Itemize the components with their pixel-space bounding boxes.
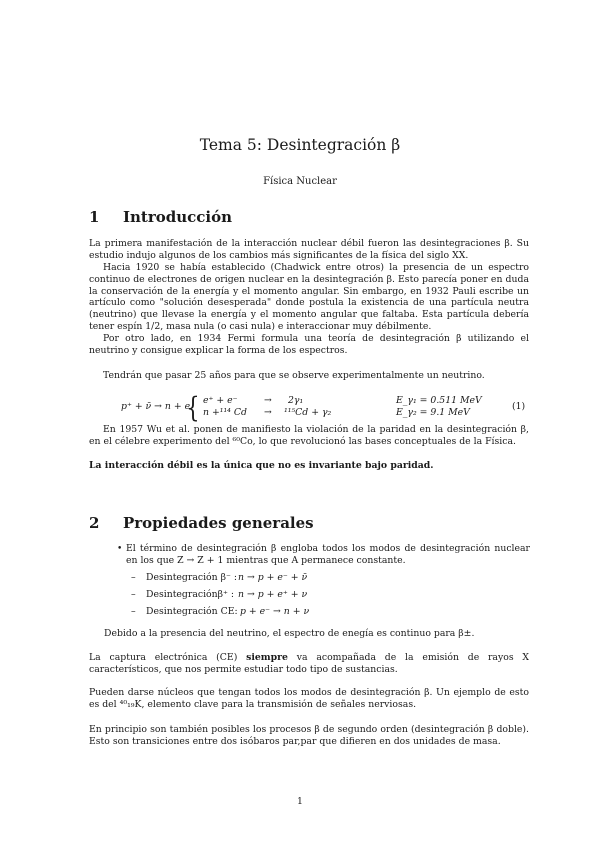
- equation-row1-reactants: e⁺ + e⁻: [203, 395, 238, 406]
- decay-mode-label: Desintegraciónβ⁺ :: [146, 589, 234, 600]
- paragraph-neutrino-spectrum: Debido a la presencia del neutrino, el espectro de enegía es continuo para β±.: [104, 628, 475, 639]
- section-title: Introducción: [123, 208, 233, 226]
- list-dash: –: [131, 606, 136, 617]
- ce-text-start: La captura electrónica (CE): [89, 652, 247, 663]
- paragraph-intro-1: La primera manifestación de la interacción nuclear débil fueron las desintegraciones β. Su estudio indujo algunos de los cambios más significantes de la física del siglo XX.: [89, 238, 529, 261]
- bullet-marker: •: [117, 544, 123, 554]
- paragraph-intro-2: Hacia 1920 se había establecido (Chadwick entre otros) la presencia de un espectro continuo de electrones de origen nuclear en la desintegración β. Esto parecía poner en duda la conservación de la energía y el momento angular. Sin embargo, en 1932 Pauli escribe un artículo como "solución desesperada" donde postula la existencia de una partícula neutra (neutrino) que llevase la energía y el momento angular que faltaba. Esta partícula debería tener espín 1/2, masa nula (o casi nula) e interaccionar muy débilmente.: [89, 262, 529, 332]
- statement-parity: La interacción débil es la única que no es invariante bajo paridad.: [89, 460, 434, 471]
- decay-mode-formula: n → p + e⁻ + ν̄: [238, 572, 308, 583]
- section-number: 1: [89, 208, 100, 226]
- equation-number: (1): [512, 401, 526, 412]
- equation-row1-products: 2γ₁: [288, 395, 304, 406]
- equation-row2-energy: E_γ₂ = 9.1 MeV: [396, 407, 470, 418]
- equation-row2-arrow: →: [264, 407, 272, 418]
- section-heading-introduccion: [89, 208, 232, 226]
- paragraph-electron-capture: [89, 652, 529, 676]
- equation-row1-energy: E_γ₁ = 0.511 MeV: [396, 395, 482, 406]
- section-title: Propiedades generales: [123, 514, 314, 532]
- paragraph-intro-3: Por otro lado, en 1934 Fermi formula una teoría de desintegración β utilizando el neutrino y consigue explicar la forma de los espectros.: [89, 333, 529, 356]
- decay-mode-label: Desintegración β⁻ :: [146, 572, 237, 583]
- paragraph-intro-4: Tendrán que pasar 25 años para que se observe experimentalmente un neutrino.: [103, 370, 485, 381]
- equation-row2-products: ¹¹⁵Cd + γ₂: [284, 407, 332, 418]
- section-heading-propiedades: [89, 514, 314, 532]
- list-dash: –: [131, 589, 136, 600]
- equation-brace: {: [186, 391, 200, 424]
- decay-mode-formula: n → p + e⁺ + ν: [238, 589, 308, 600]
- decay-mode-label: Desintegración CE:: [146, 606, 238, 617]
- page-number: 1: [297, 796, 303, 807]
- equation-row1-arrow: →: [264, 395, 272, 406]
- document-title: Tema 5: Desintegración β: [199, 136, 401, 154]
- paragraph-wu-experiment: En 1957 Wu et al. ponen de manifiesto la violación de la paridad en la desintegración β, en el célebre experimento del ⁶⁰Co, lo que revolucionó las bases conceptuales de la Física.: [89, 424, 529, 447]
- paragraph-second-order: En principio son también posibles los procesos β de segundo orden (desintegración β doble). Esto son transiciones entre dos isóbaros par,par que difieren en dos unidades de masa.: [89, 724, 529, 747]
- list-dash: –: [131, 572, 136, 583]
- ce-text-end: va acompañada de la emisión de rayos X característicos, que nos permite estudiar todo tipo de sustancias.: [89, 652, 529, 675]
- section-number: 2: [89, 514, 100, 532]
- equation-lhs: p⁺ + ν̄ → n + e: [121, 401, 191, 412]
- decay-mode-formula: p + e⁻ → n + ν: [240, 606, 310, 617]
- paragraph-nuclei-modes: Pueden darse núcleos que tengan todos los modos de desintegración β. Un ejemplo de esto es del ⁴⁰₁₉K, elemento clave para la transmisión de señales nerviosas.: [89, 687, 529, 710]
- document-subtitle: Física Nuclear: [263, 176, 337, 187]
- ce-text-bold: siempre: [246, 652, 288, 663]
- equation-row2-reactants: n +¹¹⁴ Cd: [203, 407, 247, 418]
- bullet-text: El término de desintegración β engloba todos los modos de desintegración nuclear en los que Z → Z + 1 mientras que A permanece constante.: [126, 543, 530, 566]
